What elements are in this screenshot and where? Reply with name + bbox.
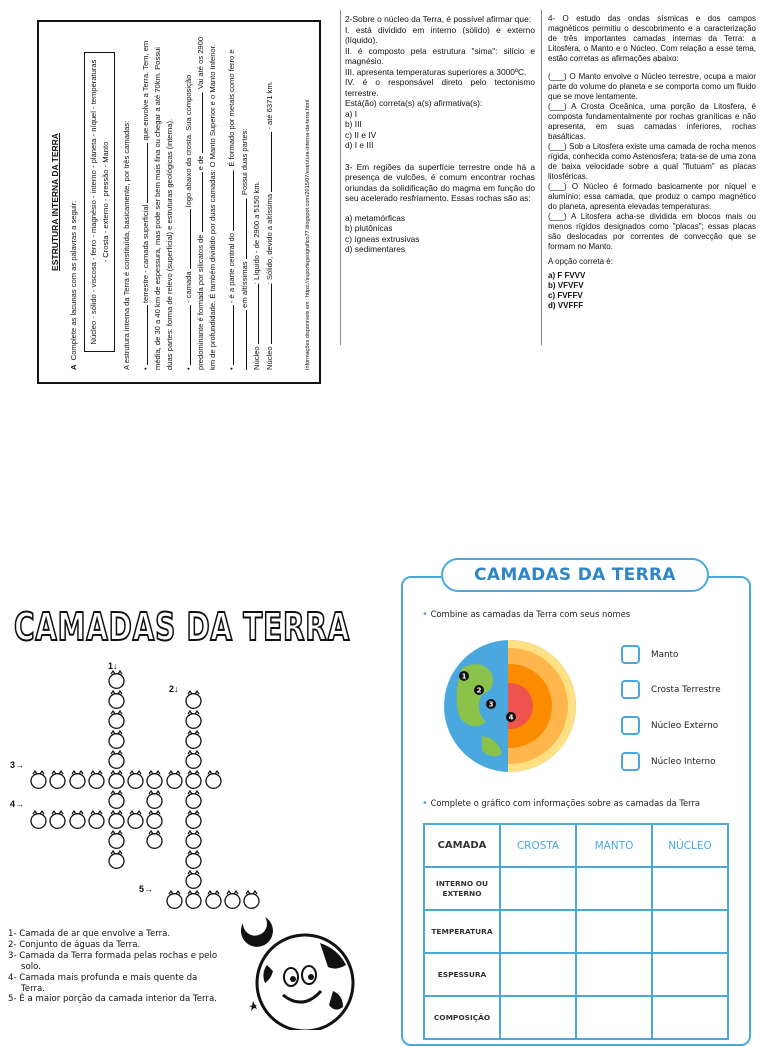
q2-statement-iv: IV. é o responsável direto pelo tectonismo terrestre. <box>345 77 535 98</box>
crossword-cell[interactable] <box>30 770 47 789</box>
mantle-c: predominante é formada por silicatos de <box>196 234 206 370</box>
checkbox-nucleo-interno[interactable] <box>621 752 640 771</box>
q3-option[interactable]: c) ígneas extrusivas <box>345 233 420 244</box>
option-label-manto: Manto <box>651 650 679 660</box>
q4-item[interactable]: (___) A Litosfera acha-se dividida em blocos mais ou menos rígidos designados como "placas"; essas placas são deslocadas por correntes de convecção que se formam no Manto. <box>548 212 756 251</box>
crossword-cell[interactable] <box>127 770 144 789</box>
crossword-cell[interactable] <box>108 830 125 849</box>
instruction-match: • Combine as camadas da Terra com seus nomes <box>422 609 631 620</box>
q2-option[interactable]: b) III <box>345 119 362 129</box>
blank-field[interactable] <box>182 209 191 269</box>
row-label: ESPESSURA <box>424 953 500 996</box>
q2-statement-i: I. está dividido em interno (sólido) e externo (líquido). <box>345 24 535 45</box>
clue-number-4: 4→ <box>10 799 25 809</box>
crossword-cell[interactable] <box>185 770 202 789</box>
blank-field[interactable] <box>139 143 148 203</box>
earth-layers-diagram <box>442 638 577 774</box>
q4-ask: A opção correta é: <box>548 257 613 266</box>
mantle-e: . Vai até os 2900 km de profundidade. É também dividido por duas camadas: O Manto Superior e o Manto Inferior. <box>196 36 218 370</box>
crossword-cell[interactable] <box>146 790 163 809</box>
blank-field[interactable] <box>182 305 191 365</box>
q4-option[interactable]: d) VVFFF <box>548 301 584 310</box>
crossword-cell[interactable] <box>166 770 183 789</box>
row-label: INTERNO OU EXTERNO <box>424 867 500 910</box>
intro-text: A estrutura interna da Terra é constituída, basicamente, por três camadas: <box>122 120 132 370</box>
bullet-mantle: • - camada logo abaixo da crosta. Sua composição predominante é formada por silicatos de e de . Vai até os 2900 km de profundidade. É também dividido por duas camadas: O Manto Superior e o Manto Inferior. <box>183 36 218 370</box>
crossword-cell[interactable] <box>185 750 202 769</box>
answer-cell[interactable] <box>500 867 576 910</box>
crossword-cell[interactable] <box>108 850 125 869</box>
crossword-cell[interactable] <box>146 830 163 849</box>
answer-cell[interactable] <box>500 996 576 1039</box>
clue-item: 5- É a maior porção da camada interior da Terra. <box>8 994 217 1005</box>
crossword-title-text: CAMADAS DA TERRA <box>14 605 350 649</box>
blank-field[interactable] <box>139 305 148 365</box>
answer-cell[interactable] <box>500 910 576 953</box>
q4-option[interactable]: c) FVFFV <box>548 291 583 300</box>
q3-option[interactable]: d) sedimentares <box>345 244 406 254</box>
checkbox-crosta-terrestre[interactable] <box>621 680 640 699</box>
header-crosta: CROSTA <box>500 824 576 867</box>
crossword-cell[interactable] <box>185 790 202 809</box>
q4-item[interactable]: (___) O Núcleo é formado basicamente por níquel e alumínio; essa camada, que produz o campo magnético do planeta, apresenta elevadas temperaturas. <box>548 182 756 211</box>
answer-cell[interactable] <box>652 910 728 953</box>
crossword-cell[interactable] <box>185 730 202 749</box>
option-label-crosta-terrestre: Crosta Terrestre <box>651 685 721 695</box>
svg-text:3: 3 <box>488 700 494 709</box>
crossword-cell[interactable] <box>185 810 202 829</box>
crossword-cell[interactable] <box>108 790 125 809</box>
answer-cell[interactable] <box>576 996 652 1039</box>
blank-field[interactable] <box>250 284 259 344</box>
instruction-match-text: Combine as camadas da Terra com seus nomes <box>430 609 631 619</box>
structure-worksheet <box>37 20 321 384</box>
table-row <box>424 867 728 910</box>
worksheet-title: ESTRUTURA INTERNA DA TERRA <box>50 133 60 271</box>
crossword-clues <box>8 929 223 1005</box>
svg-text:2: 2 <box>476 686 482 695</box>
worksheet-instruction <box>68 34 80 370</box>
crossword-cell[interactable] <box>30 810 47 829</box>
answer-cell[interactable] <box>652 867 728 910</box>
core-g: Núcleo <box>265 346 275 370</box>
mantle-a: - camada <box>183 271 193 304</box>
crossword-cell[interactable] <box>108 770 125 789</box>
table-row <box>424 910 728 953</box>
crossword-cell[interactable] <box>108 670 125 689</box>
row-label: TEMPERATURA <box>424 910 500 953</box>
q2-statement-ii: II. é composto pela estrutura "sima": silício e magnésio. <box>345 45 535 66</box>
crossword-cell[interactable] <box>185 870 202 889</box>
blank-field[interactable] <box>263 284 272 344</box>
instruction-text: Complete as lacunas com as palavras a seguir: <box>69 200 79 361</box>
crossword-cell[interactable] <box>185 830 202 849</box>
crossword-cell[interactable] <box>146 810 163 829</box>
core-i: - até 6371 km. <box>265 81 275 130</box>
table-row <box>424 996 728 1039</box>
option-label-nucleo-interno: Núcleo Interno <box>651 757 716 767</box>
q4-item[interactable]: (___) O Manto envolve o Núcleo terrestre, ocupa a maior parte do volume do planeta e se comporta como um fluido que se move lentamente. <box>548 72 756 101</box>
word-bank: Núcleo - sólido - viscosa - ferro - magnésio - interno - planeta - níquel - temperaturas - Crosta - externo - pressão - Manto <box>84 52 116 352</box>
crust-prefix: terrestre - camada superficial <box>141 204 151 304</box>
clue-item: 1- Camada de ar que envolve a Terra. <box>8 929 171 939</box>
q4-stem: 4- O estudo das ondas sísmicas e dos campos magnéticos permitiu o descobrimento e a caracterização de três importantes camadas internas da Terra: a Litosfera, o Manto e o Núcleo. Com relação a esse tema, estão corretas as afirmações abaixo: <box>548 14 756 63</box>
crossword-cell[interactable] <box>205 890 222 909</box>
instruction-table-text: Complete o gráfico com informações sobre as camadas da Terra <box>430 798 701 808</box>
answer-cell[interactable] <box>500 953 576 996</box>
crossword-cell[interactable] <box>108 810 125 829</box>
table-row <box>424 953 728 996</box>
q2-option[interactable]: c) II e IV <box>345 129 377 140</box>
clue-item: 2- Conjunto de águas da Terra. <box>8 939 141 950</box>
column-divider <box>541 10 542 345</box>
clue-number-5: 5→ <box>139 884 154 894</box>
crossword-cell[interactable] <box>166 890 183 909</box>
q2-ask: Está(ão) correta(s) a(s) afirmativa(s): <box>345 98 483 108</box>
crossword-cell[interactable] <box>185 850 202 869</box>
crossword-cell[interactable] <box>49 770 66 789</box>
bullet-core: • - é a parte central do . É formado por metais como ferro e em altíssimas . Possui duas partes: Núcleo : Líquido - de 2900 a 5150 km. Núcleo : Sólido, devido a altíssima - até 6371 km. <box>226 49 275 370</box>
blank-field[interactable] <box>194 172 203 232</box>
questions-column-2 <box>345 14 535 255</box>
right-pupil <box>308 974 314 980</box>
answer-cell[interactable] <box>576 953 652 996</box>
core-b: . É formado por metais como ferro e <box>226 49 236 171</box>
mantle-b: logo abaixo da crosta. Sua composição <box>183 74 193 208</box>
core-a: - é a parte central do <box>226 233 236 304</box>
blank-field[interactable] <box>238 310 247 370</box>
row-label: COMPOSIÇÃO <box>424 996 500 1039</box>
clue-number-2: 2↓ <box>169 684 179 694</box>
earth-cartoon-illustration <box>225 905 360 1030</box>
clue-item: 4- Camada mais profunda e mais quente da Terra. <box>8 972 198 994</box>
q3-option[interactable]: a) metamórficas <box>345 212 406 223</box>
structure-worksheet-content <box>39 22 319 382</box>
core-e: Núcleo <box>252 346 262 370</box>
core-f: : Líquido - de 2900 a 5150 km. <box>252 181 262 285</box>
header-manto: MANTO <box>576 824 652 867</box>
item-letter: A <box>69 364 79 370</box>
star-icon <box>249 1001 257 1011</box>
header-nucleo: NÚCLEO <box>652 824 728 867</box>
column-divider <box>340 10 341 345</box>
layers-info-table <box>423 823 729 1040</box>
q3-stem: 3- Em regiões da superfície terrestre onde há a presença de vulcões, é comum encontrar rochas oriundas da solidificação do magma em função do seu acelerado resfriamento. Essas rochas são as: <box>345 161 535 203</box>
answer-cell[interactable] <box>652 996 728 1039</box>
header-camada: CAMADA <box>424 824 500 867</box>
crossword-cell[interactable] <box>69 770 86 789</box>
crossword-cell[interactable] <box>88 810 105 829</box>
q2-statement-iii: III. apresenta temperaturas superiores a 3000ºC. <box>345 66 527 77</box>
crossword-cell[interactable] <box>108 750 125 769</box>
crossword-cell[interactable] <box>88 770 105 789</box>
svg-text:1: 1 <box>461 672 467 681</box>
checkbox-nucleo-externo[interactable] <box>621 716 640 735</box>
q3-option[interactable]: b) plutônicas <box>345 223 393 233</box>
core-d: . Possui duas partes: <box>239 128 249 200</box>
crossword-cell[interactable] <box>49 810 66 829</box>
crossword-cell[interactable] <box>108 730 125 749</box>
crossword-cell[interactable] <box>185 690 202 709</box>
q2-option[interactable]: a) I <box>345 108 358 119</box>
moon-shape <box>241 917 273 947</box>
instruction-table: • Complete o gráfico com informações sobre as camadas da Terra <box>422 798 701 809</box>
clue-item: 3- Camada da Terra formada pelas rochas e pelo solo. <box>8 950 218 972</box>
questions-column-3 <box>548 14 756 311</box>
source-note: Informações disponíveis em : https://suportegeografico77.blogspot.com/2015/07/estrutura-interna-da-terra.html <box>305 99 312 370</box>
blank-field[interactable] <box>225 171 234 231</box>
q2-option[interactable]: d) I e III <box>345 140 374 150</box>
crust-text: que envolve a Terra. Tem, em média, de 30 a 40 km de espessura, mas pode ser bem mais fina ou chegar a até 70km. Possui duas partes: forma de relevo (superficial) e estruturas geológicas (interna). <box>141 40 174 370</box>
q4-item[interactable]: (___) Sob a Litosfera existe uma camada de rocha menos rígida, conhecida como Astenosfera; trata-se de uma zona de baixa velocidade sobre a qual "flutuam" as placas litosféricas. <box>548 142 756 181</box>
crossword-cell[interactable] <box>127 810 144 829</box>
blank-field[interactable] <box>238 199 247 259</box>
crossword-cell[interactable] <box>205 770 222 789</box>
core-c: em altíssimas <box>239 261 249 308</box>
crossword-cell[interactable] <box>185 890 202 909</box>
crossword-cell[interactable] <box>108 690 125 709</box>
option-label-nucleo-externo: Núcleo Externo <box>651 721 719 731</box>
layers-worksheet-title: CAMADAS DA TERRA <box>441 558 709 592</box>
crossword-cell[interactable] <box>108 710 125 729</box>
svg-text:4: 4 <box>508 713 514 722</box>
table-header-row <box>424 824 728 867</box>
bullet-crust: • terrestre - camada superficial que envolve a Terra. Tem, em média, de 30 a 40 km de espessura, mas pode ser bem mais fina ou chegar a até 70km. Possui duas partes: forma de relevo (superficial) e estruturas geológicas (interna). <box>141 40 174 370</box>
crossword-cell[interactable] <box>146 770 163 789</box>
q4-item[interactable]: (___) A Crosta Oceânica, uma porção da Litosfera, é composta fundamentalmente por rochas graníticas e não apresenta, em suas camadas inferiores, rochas basálticas. <box>548 102 756 141</box>
crossword-cell[interactable] <box>69 810 86 829</box>
answer-cell[interactable] <box>576 867 652 910</box>
clue-number-3: 3→ <box>10 760 25 770</box>
answer-cell[interactable] <box>576 910 652 953</box>
answer-cell[interactable] <box>652 953 728 996</box>
checkbox-manto[interactable] <box>621 645 640 664</box>
q4-option[interactable]: b) VFVFV <box>548 281 584 290</box>
crossword-title <box>12 598 352 654</box>
q4-option[interactable]: a) F FVVV <box>548 271 586 280</box>
mantle-d: e de <box>196 155 206 171</box>
blank-field[interactable] <box>263 132 272 192</box>
left-pupil <box>290 976 296 982</box>
blank-field[interactable] <box>225 305 234 365</box>
blank-field[interactable] <box>194 93 203 153</box>
core-h: : Sólido, devido a altíssima <box>265 193 275 285</box>
clue-number-1: 1↓ <box>108 661 118 671</box>
crossword-cell[interactable] <box>185 710 202 729</box>
q2-stem: 2-Sobre o núcleo da Terra, é possível afirmar que: <box>345 14 532 24</box>
